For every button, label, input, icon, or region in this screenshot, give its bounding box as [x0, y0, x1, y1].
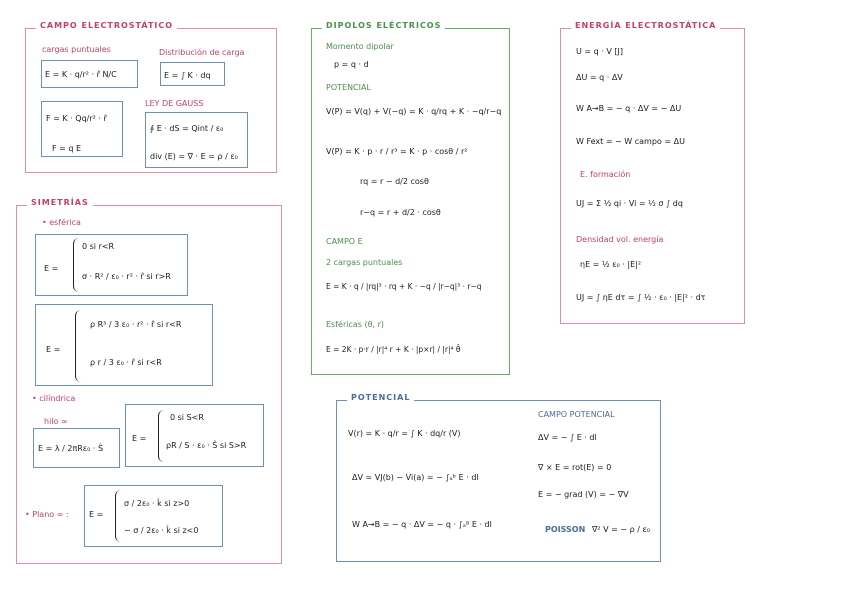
plano-brace: [115, 490, 122, 542]
plano-case-b: − σ / 2ε₀ · k̂ si z<0: [124, 526, 199, 535]
simetrias-title: SIMETRÍAS: [27, 198, 93, 207]
distribucion-label: Distribución de carga: [159, 48, 245, 57]
esferica-brace-1: [73, 238, 80, 292]
plano-e-label: E =: [89, 510, 104, 519]
esfericas-label: Esféricas (θ, r): [326, 320, 384, 329]
campo-potencial-label: CAMPO POTENCIAL: [538, 410, 615, 419]
esferica-box-2: [35, 304, 213, 386]
du-equation: ΔU = q · ΔV: [576, 73, 623, 82]
momento-dipolar-label: Momento dipolar: [326, 42, 394, 51]
cilindrica-case-b: ρR / S · ε₀ · Ŝ si S>R: [166, 441, 247, 450]
plano-box: [84, 485, 223, 547]
potencial-w-equation: W A→B = − q · ΔV = − q · ∫ₐᴮ E · dl: [352, 520, 492, 529]
wext-equation: W Fext = − W campo = ΔU: [576, 137, 685, 146]
hilo-label: hilo ∞: [44, 417, 68, 426]
potencial-title: POTENCIAL: [347, 393, 414, 402]
wab-equation: W A→B = − q · ΔV = − ΔU: [576, 104, 682, 113]
gauss-equation-2: div (E) = ∇ · E = ρ / ε₀: [150, 152, 238, 161]
cilindrica-label: • cilíndrica: [32, 394, 76, 403]
grad-equation: E = − grad (V) = − ∇V: [538, 490, 629, 499]
esfericas-equation: E = 2K · p·r / |r|⁴ r + K · |p×r| / |r|⁴ θ̂: [326, 345, 461, 354]
esferica-brace-2: [75, 310, 82, 382]
esferica-e-label-1: E =: [44, 264, 59, 273]
densidad-label: Densidad vol. energía: [576, 235, 664, 244]
esferica-1-case-a: 0 si r<R: [82, 242, 115, 251]
campo-potencial-dv: ΔV = − ∫ E · dl: [538, 433, 597, 442]
ley-gauss-label: LEY DE GAUSS: [145, 99, 204, 108]
potencial-v-equation: V(r) = K · q/r = ∫ K · dq/r (V): [348, 429, 461, 438]
gauss-equation-1: ∮ E · dS = Qint / ε₀: [150, 124, 224, 133]
poisson-label: POISSON: [545, 525, 586, 534]
cilindrica-e-label: E =: [132, 434, 147, 443]
rq-equation: rq = r − d/2 cosθ: [360, 177, 429, 186]
densidad-equation: ηE = ½ ε₀ · |E|²: [580, 260, 642, 269]
cilindrica-case-a: 0 si S<R: [170, 413, 204, 422]
hilo-equation: E = λ / 2πRε₀ · Ŝ: [38, 444, 104, 453]
u-equation: U = q · V [J]: [576, 47, 623, 56]
potencial-dipolo-eq-1: V(P) = V(q) + V(−q) = K · q/rq + K · −q/r−q: [326, 107, 502, 116]
esferica-label: • esférica: [42, 218, 81, 227]
potencial-dv-equation: ΔV = VJ(b) − Vi(a) = − ∫ₐᵇ E · dl: [352, 473, 479, 482]
campo-e-label: CAMPO E: [326, 237, 363, 246]
force-qe-equation: F = q E: [52, 144, 82, 153]
force-equation: F = K · Qq/r² · r̂: [46, 114, 107, 123]
dipolos-title: DIPOLOS ELÉCTRICOS: [322, 21, 445, 30]
momento-equation: p = q · d: [334, 60, 369, 69]
esferica-2-case-a: ρ R³ / 3 ε₀ · r² · r̂ si r<R: [90, 320, 182, 329]
campo-dos-cargas-eq: E = K · q / |rq|³ · rq + K · −q / |r−q|³ · r−q: [326, 282, 482, 291]
campo-electrostatico-title: CAMPO ELECTROSTÁTICO: [36, 21, 177, 30]
potencial-dipolo-eq-2: V(P) = K · p · r / r³ = K · p · cosθ / r²: [326, 147, 468, 156]
formacion-label: E. formación: [580, 170, 631, 179]
esferica-2-case-b: ρ r / 3 ε₀ · r̂ si r<R: [90, 358, 162, 367]
dos-cargas-label: 2 cargas puntuales: [326, 258, 403, 267]
esferica-1-case-b: σ · R² / ε₀ · r² · r̂ si r>R: [82, 272, 171, 281]
plano-label: • Plano ∞ :: [25, 510, 69, 519]
poisson-equation: ∇² V = − ρ / ε₀: [592, 525, 650, 534]
formacion-equation: UJ = Σ ½ qi · Vi = ½ σ ∫ dq: [576, 199, 683, 208]
energia-title: ENERGÍA ELECTROSTÁTICA: [571, 21, 720, 30]
esferica-e-label-2: E =: [46, 345, 61, 354]
dist-equation: E = ∫ K · dq: [164, 71, 211, 80]
rot-equation: ∇ × E = rot(E) = 0: [538, 463, 612, 472]
potencial-dipolo-label: POTENCIAL: [326, 83, 371, 92]
cilindrica-brace: [158, 410, 165, 462]
e-field-equation: E = K · q/r² · r̂ N/C: [45, 70, 117, 79]
cargas-puntuales-label: cargas puntuales: [42, 45, 111, 54]
rmq-equation: r−q = r + d/2 · cosθ: [360, 208, 441, 217]
plano-case-a: σ / 2ε₀ · k̂ si z>0: [124, 499, 190, 508]
energia-integral-equation: UJ = ∫ ηE dτ = ∫ ½ · ε₀ · |E|² · dτ: [576, 293, 706, 302]
